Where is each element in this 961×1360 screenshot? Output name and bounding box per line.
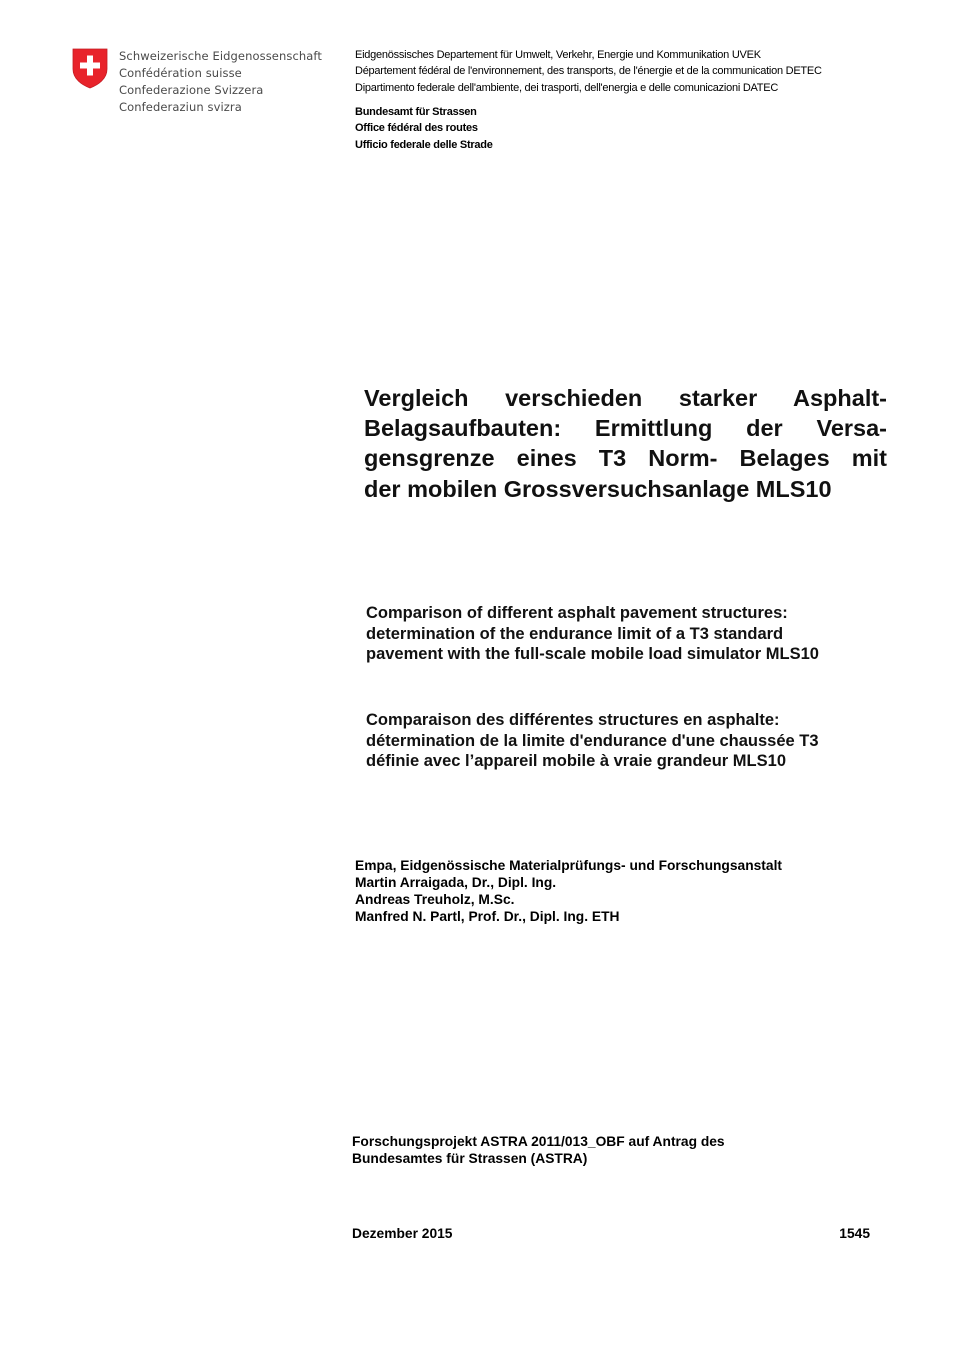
department-line-it: Dipartimento federale dell'ambiente, dei trasporti, dell'energia e delle comunicazioni DATEC: [355, 81, 779, 94]
publication-date: Dezember 2015: [352, 1226, 453, 1241]
english-title: [366, 603, 819, 665]
english-title-line: determination of the endurance limit of a T3 standard: [366, 624, 784, 643]
confederation-name-de: Schweizerische Eidgenossenschaft: [119, 49, 322, 63]
institution: Empa, Eidgenössische Materialprüfungs- und Forschungsanstalt: [355, 858, 783, 873]
department-line-fr: Département fédéral de l'environnement, des transports, de l'énergie et de la communication DETEC: [355, 65, 822, 78]
office-line-it: Ufficio federale delle Strade: [355, 138, 493, 151]
project-line: Forschungsprojekt ASTRA 2011/013_OBF auf Antrag des: [352, 1134, 725, 1149]
german-title-line: der mobilen Grossversuchsanlage MLS10: [364, 475, 832, 502]
german-title: [364, 383, 887, 504]
french-title-line: détermination de la limite d'endurance d'une chaussée T3: [366, 731, 819, 750]
report-number: 1545: [839, 1226, 870, 1241]
project-line: Bundesamtes für Strassen (ASTRA): [352, 1151, 588, 1166]
department-block: [355, 47, 822, 96]
confederation-name-fr: Confédération suisse: [119, 66, 242, 80]
project-info: [352, 1133, 725, 1167]
office-line-fr: Office fédéral des routes: [355, 122, 478, 135]
german-title-line: Vergleich verschieden starker Asphalt-: [364, 385, 887, 411]
confederation-names: [119, 48, 322, 116]
french-title-line: Comparaison des différentes structures en asphalte:: [366, 711, 780, 729]
english-title-line: Comparison of different asphalt pavement structures:: [366, 604, 788, 622]
authors-block: [355, 857, 782, 925]
french-title: [366, 710, 819, 772]
author-name: Manfred N. Partl, Prof. Dr., Dipl. Ing. ETH: [355, 909, 620, 924]
office-block: [355, 104, 493, 153]
confederation-name-rm: Confederaziun svizra: [119, 100, 242, 114]
swiss-coat-of-arms-icon: [71, 47, 109, 89]
author-name: Martin Arraigada, Dr., Dipl. Ing.: [355, 875, 557, 890]
author-name: Andreas Treuholz, M.Sc.: [355, 892, 515, 907]
office-line-de: Bundesamt für Strassen: [355, 106, 477, 118]
german-title-line: Belagsaufbauten: Ermittlung der Versa-: [364, 415, 887, 442]
confederation-name-it: Confederazione Svizzera: [119, 83, 264, 97]
german-title-line: gensgrenze eines T3 Norm- Belages mit: [364, 445, 887, 472]
english-title-line: pavement with the full-scale mobile load simulator MLS10: [366, 645, 819, 664]
french-title-line: définie avec l’appareil mobile à vraie grandeur MLS10: [366, 752, 786, 771]
department-line-de: Eidgenössisches Departement für Umwelt, Verkehr, Energie und Kommunikation UVEK: [355, 49, 761, 61]
